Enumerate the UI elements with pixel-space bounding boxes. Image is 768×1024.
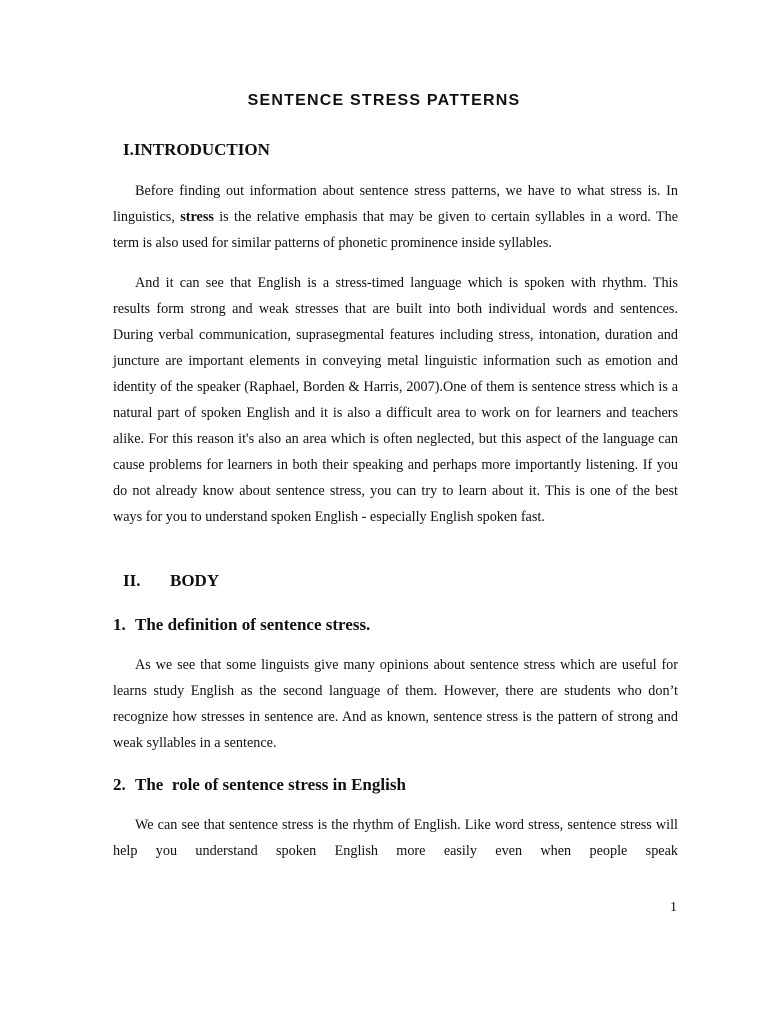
section-1-title: The definition of sentence stress.	[135, 615, 371, 634]
intro-p1-text-a: Before finding out information about sentence stress patterns, we have to what stress is. In linguistics,	[113, 183, 678, 225]
section-2-title: The role of sentence stress in English	[135, 775, 406, 794]
page-number: 1	[670, 900, 677, 915]
section-2-heading	[113, 775, 406, 795]
section-1-paragraph: As we see that some linguists give many opinions about sentence stress which are useful for learns study English as the second language of them. However, there are students who don’t recognize how stresses in sentence are. And as known, sentence stress is the pattern of strong and weak syllables in a sentence.	[113, 657, 678, 751]
section-1-number: 1.	[113, 615, 126, 634]
intro-paragraph-1	[113, 178, 678, 256]
body-heading-number: II.	[123, 571, 141, 590]
stress-term: stress	[180, 209, 214, 225]
intro-paragraph-2: And it can see that English is a stress-timed language which is spoken with rhythm. This results form strong and weak stresses that are built into both individual words and sentences. During verbal communication, suprasegmental features including stress, intonation, duration and juncture are important elements in conveying metal linguistic information such as emotion and identity of the speaker (Raphael, Borden & Harris, 2007).One of them is sentence stress which is a natural part of spoken English and it is also a difficult area to work on for learners and teachers alike. For this reason it's also an area which is often neglected, but this aspect of the language can cause problems for learners in both their speaking and perhaps more importantly listening. If you do not already know about sentence stress, you can try to learn about it. This is one of the best ways for you to understand spoken English - especially English spoken fast.	[113, 275, 678, 525]
section-2-paragraph: We can see that sentence stress is the rhythm of English. Like word stress, sentence stress will help you understand spoken English more easily even when people speak	[113, 817, 678, 859]
document-title: SENTENCE STRESS PATTERNS	[247, 92, 521, 109]
body-heading-text: BODY	[170, 571, 220, 590]
body-heading	[123, 571, 219, 591]
section-1-heading	[113, 615, 370, 635]
intro-p1-text-b: is the relative emphasis that may be given to certain syllables in a word. The term is also used for similar patterns of phonetic prominence inside syllables.	[113, 209, 678, 251]
section-2-number: 2.	[113, 775, 126, 794]
intro-heading: I.INTRODUCTION	[123, 140, 270, 159]
